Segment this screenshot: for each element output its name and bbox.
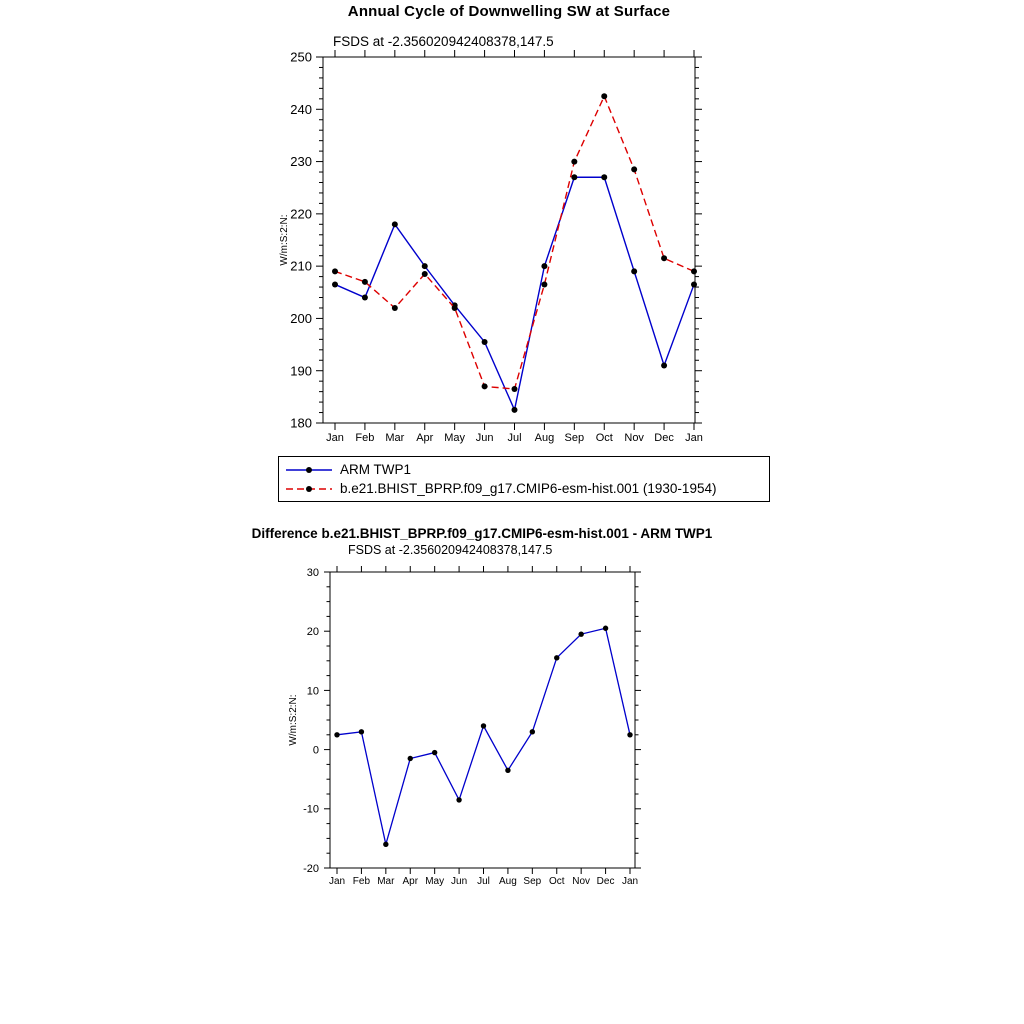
series-line-0 <box>335 177 694 410</box>
data-point-marker <box>392 305 398 311</box>
y-tick-label: 10 <box>306 685 319 698</box>
x-tick-label: Mar <box>377 876 395 887</box>
data-point-marker <box>383 842 388 847</box>
y-tick-label: 200 <box>290 310 312 326</box>
data-point-marker <box>332 268 338 274</box>
x-tick-label: May <box>444 432 466 444</box>
data-point-marker <box>482 383 488 389</box>
y-tick-label: 30 <box>306 566 319 579</box>
data-point-marker <box>452 305 458 311</box>
data-point-marker <box>512 386 518 392</box>
y-tick-label: 0 <box>312 744 319 757</box>
x-tick-label: Mar <box>385 432 405 444</box>
data-point-marker <box>332 281 338 287</box>
data-point-marker <box>631 166 637 172</box>
data-point-marker <box>571 174 577 180</box>
x-tick-label: Sep <box>523 876 542 887</box>
legend-line-sample-solid <box>284 462 334 478</box>
y-axis <box>316 57 702 423</box>
data-point-marker <box>359 729 364 734</box>
top-chart-title: Annual Cycle of Downwelling SW at Surface <box>347 3 671 20</box>
x-tick-label: Feb <box>352 876 371 887</box>
legend-label: b.e21.BHIST_BPRP.f09_g17.CMIP6-esm-hist.001 (1930-1954) <box>340 481 717 496</box>
data-point-marker <box>512 407 518 413</box>
y-tick-label: 190 <box>290 363 312 379</box>
x-tick-label: Nov <box>572 876 591 887</box>
x-tick-label: Dec <box>654 432 674 444</box>
x-tick-label: Jan <box>326 432 344 444</box>
legend-marker-dot <box>306 467 312 473</box>
x-tick-label: Oct <box>595 432 613 444</box>
x-tick-label: Jul <box>477 876 490 887</box>
bottom-chart-title: Difference b.e21.BHIST_BPRP.f09_g17.CMIP6-esm-hist.001 - ARM TWP1 <box>251 526 713 541</box>
y-tick-label: 220 <box>290 206 312 222</box>
x-tick-label: Aug <box>534 432 555 444</box>
data-point-marker <box>481 723 486 728</box>
x-tick-label: Dec <box>596 876 615 887</box>
data-point-marker <box>541 281 547 287</box>
bottom-chart <box>288 566 641 887</box>
data-point-marker <box>691 281 697 287</box>
legend-item-arm-twp1 <box>284 460 764 479</box>
top-chart-subtitle: FSDS at -2.356020942408378,147.5 <box>333 34 554 49</box>
data-point-marker <box>482 339 488 345</box>
data-point-marker <box>541 263 547 269</box>
data-point-marker <box>334 732 339 737</box>
series-line-1 <box>335 96 694 389</box>
x-tick-label: Aug <box>499 876 517 887</box>
y-axis-title: W/m:S:2:N: <box>279 214 290 266</box>
data-point-marker <box>456 797 461 802</box>
data-point-marker <box>661 255 667 261</box>
x-tick-label: Apr <box>416 432 434 444</box>
x-tick-label: Nov <box>624 432 644 444</box>
data-point-marker <box>422 271 428 277</box>
x-axis <box>337 566 630 874</box>
data-point-marker <box>631 268 637 274</box>
top-chart <box>279 50 703 444</box>
x-tick-label: Jan <box>621 876 639 887</box>
y-tick-label: 180 <box>290 415 312 431</box>
x-tick-label: Jun <box>451 876 468 887</box>
y-tick-label: 210 <box>290 258 312 274</box>
data-point-marker <box>505 768 510 773</box>
plot-frame <box>330 572 635 868</box>
x-tick-label: Sep <box>564 432 585 444</box>
legend <box>278 456 770 502</box>
x-tick-label: Feb <box>355 432 375 444</box>
y-tick-label: -10 <box>303 803 319 816</box>
legend-item-model <box>284 479 764 498</box>
x-tick-label: Oct <box>548 876 565 887</box>
x-tick-label: Apr <box>402 876 419 887</box>
y-axis <box>324 572 641 868</box>
y-tick-label: 230 <box>290 154 312 170</box>
data-point-marker <box>392 221 398 227</box>
data-point-marker <box>691 268 697 274</box>
data-point-marker <box>627 732 632 737</box>
y-axis-title: W/m:S:2:N: <box>288 694 299 746</box>
x-tick-label: Jul <box>507 432 522 444</box>
data-point-marker <box>554 655 559 660</box>
data-point-marker <box>362 295 368 301</box>
data-point-marker <box>422 263 428 269</box>
x-tick-label: Jan <box>328 876 346 887</box>
y-tick-label: 20 <box>306 626 319 639</box>
legend-marker-dot <box>306 486 312 492</box>
data-point-marker <box>578 631 583 636</box>
y-tick-label: 250 <box>290 49 312 65</box>
plot-frame <box>323 57 695 423</box>
data-point-marker <box>571 159 577 165</box>
legend-label: ARM TWP1 <box>340 462 412 477</box>
y-tick-label: -20 <box>303 862 319 875</box>
x-tick-label: Jun <box>475 432 494 444</box>
data-point-marker <box>432 750 437 755</box>
data-point-marker <box>603 626 608 631</box>
data-point-marker <box>530 729 535 734</box>
data-point-marker <box>661 362 667 368</box>
data-point-marker <box>601 174 607 180</box>
legend-line-sample-dashed <box>284 481 334 497</box>
data-point-marker <box>601 93 607 99</box>
data-point-marker <box>362 279 368 285</box>
data-point-marker <box>408 756 413 761</box>
x-tick-label: May <box>425 876 445 887</box>
bottom-chart-subtitle: FSDS at -2.356020942408378,147.5 <box>348 543 553 557</box>
y-tick-label: 240 <box>290 101 312 117</box>
x-tick-label: Jan <box>685 432 703 444</box>
series-line-0 <box>337 628 630 844</box>
